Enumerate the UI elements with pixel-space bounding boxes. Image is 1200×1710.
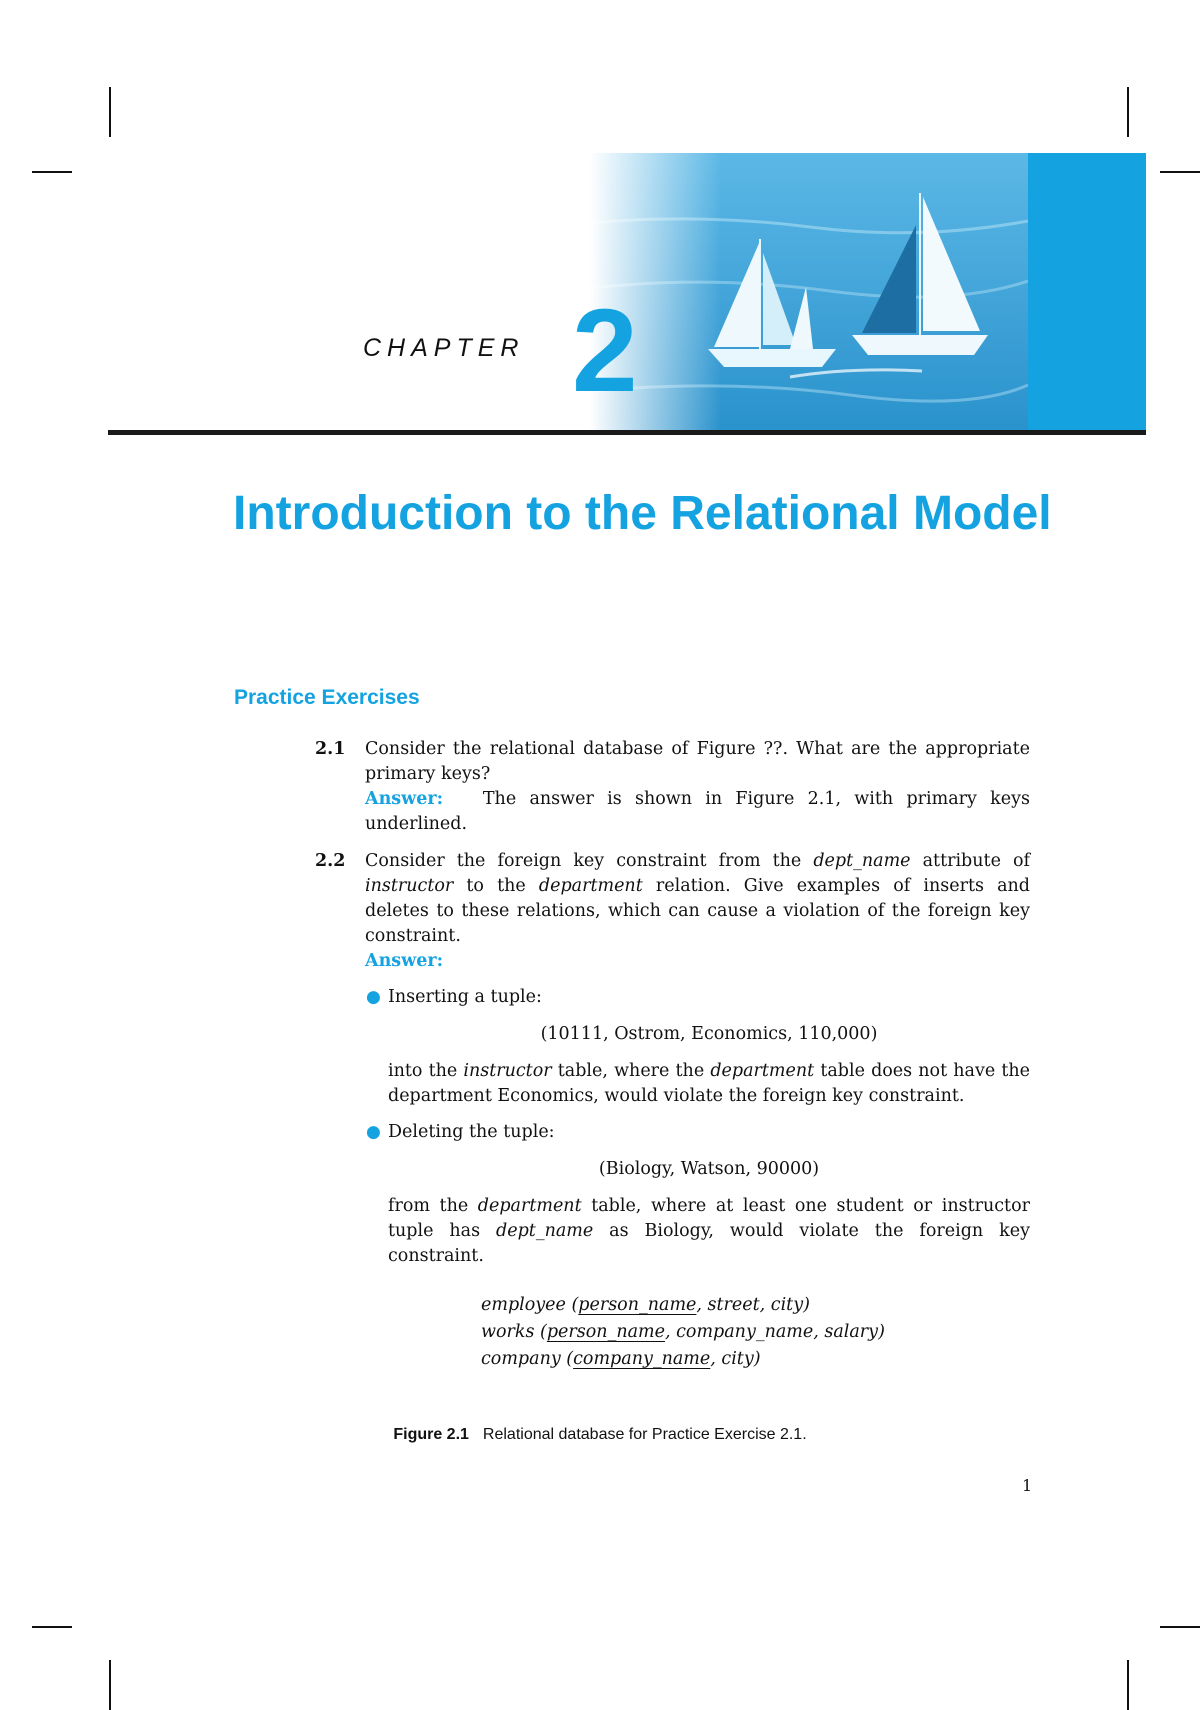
bullet-lead: Deleting the tuple:	[388, 1122, 555, 1142]
exercise-question: Consider the relational database of Figure ??. What are the appropriate primary keys?	[365, 739, 1030, 784]
schema-row: employee (person_name, street, city)	[481, 1295, 810, 1315]
bullet-text: table, where at least one student or instructor tuple has	[388, 1196, 1030, 1241]
exercise-question	[365, 849, 1030, 949]
crop-mark	[1127, 87, 1129, 137]
attribute-name: dept_name	[496, 1221, 594, 1241]
header-rule	[108, 430, 1146, 435]
schema-relation: company	[481, 1349, 561, 1369]
tuple-example: (10111, Ostrom, Economics, 110,000)	[540, 1024, 878, 1044]
crop-mark	[1160, 1626, 1200, 1628]
figure-label: Figure 2.1	[393, 1426, 469, 1443]
crop-mark	[32, 1626, 72, 1628]
bullet-icon: ●	[366, 1122, 381, 1142]
schema-row: works (person_name, company_name, salary)	[481, 1322, 885, 1342]
exercise-item	[315, 737, 1030, 837]
primary-key: company_name	[573, 1349, 711, 1369]
exercise-number: 2.2	[315, 851, 346, 871]
crop-mark	[1160, 171, 1200, 173]
relation-name: instructor	[463, 1061, 552, 1081]
exercise-item	[315, 849, 1030, 1269]
primary-key: person_name	[546, 1322, 665, 1342]
bullet-text: into the	[388, 1061, 464, 1081]
relational-schema	[481, 1292, 885, 1373]
chapter-title: Introduction to the Relational Model	[233, 487, 1052, 540]
relation-name: instructor	[365, 876, 454, 896]
chapter-tab-block	[1028, 153, 1146, 430]
bullet-text: table, where the	[551, 1061, 711, 1081]
answer-label: Answer:	[365, 789, 444, 809]
question-text: relation. Give examples of inserts and deletes to these relations, which can cause a violation of the foreign key constraint.	[365, 876, 1030, 946]
exercise-list	[315, 737, 1030, 1281]
schema-attributes: , company_name, salary	[664, 1322, 879, 1342]
exercise-number: 2.1	[315, 739, 346, 759]
schema-relation: works	[481, 1322, 535, 1342]
tuple-example: (Biology, Watson, 90000)	[598, 1159, 820, 1179]
crop-mark	[109, 87, 111, 137]
schema-row: company (company_name, city)	[481, 1349, 761, 1369]
figure-caption	[0, 1426, 1200, 1444]
bullet-explanation	[388, 1194, 1030, 1269]
answer-bullet	[365, 1120, 1030, 1269]
page-number: 1	[1022, 1476, 1033, 1495]
crop-mark	[109, 1660, 111, 1710]
schema-relation: employee	[481, 1295, 566, 1315]
chapter-number: 2	[572, 285, 638, 417]
relation-name: department	[538, 876, 643, 896]
section-heading: Practice Exercises	[234, 686, 420, 709]
schema-attributes: , street, city	[696, 1295, 804, 1315]
chapter-header-image	[590, 153, 1028, 430]
primary-key: person_name	[578, 1295, 697, 1315]
answer-text: The answer is shown in Figure 2.1, with primary keys underlined.	[365, 789, 1030, 834]
figure-caption-text: Relational database for Practice Exercise 2.1.	[482, 1426, 807, 1443]
answer-bullet	[365, 985, 1030, 1109]
chapter-label: CHAPTER	[363, 334, 525, 362]
question-text: attribute of	[910, 851, 1030, 871]
question-text: to the	[453, 876, 539, 896]
crop-mark	[1127, 1660, 1129, 1710]
relation-name: department	[710, 1061, 815, 1081]
exercise-answer	[365, 949, 1030, 974]
bullet-explanation	[388, 1059, 1030, 1109]
bullet-text: table does not have the department Economics, would violate the foreign key constraint.	[388, 1061, 1030, 1106]
answer-label: Answer:	[365, 951, 444, 971]
bullet-text: as Biology, would violate the foreign key constraint.	[388, 1221, 1030, 1266]
crop-mark	[32, 171, 72, 173]
question-text: Consider the foreign key constraint from the	[365, 851, 814, 871]
bullet-lead: Inserting a tuple:	[388, 987, 542, 1007]
relation-name: department	[477, 1196, 582, 1216]
schema-attributes: , city	[710, 1349, 754, 1369]
exercise-answer	[365, 787, 1030, 837]
bullet-icon: ●	[366, 987, 381, 1007]
attribute-name: dept_name	[813, 851, 911, 871]
bullet-text: from the	[388, 1196, 478, 1216]
